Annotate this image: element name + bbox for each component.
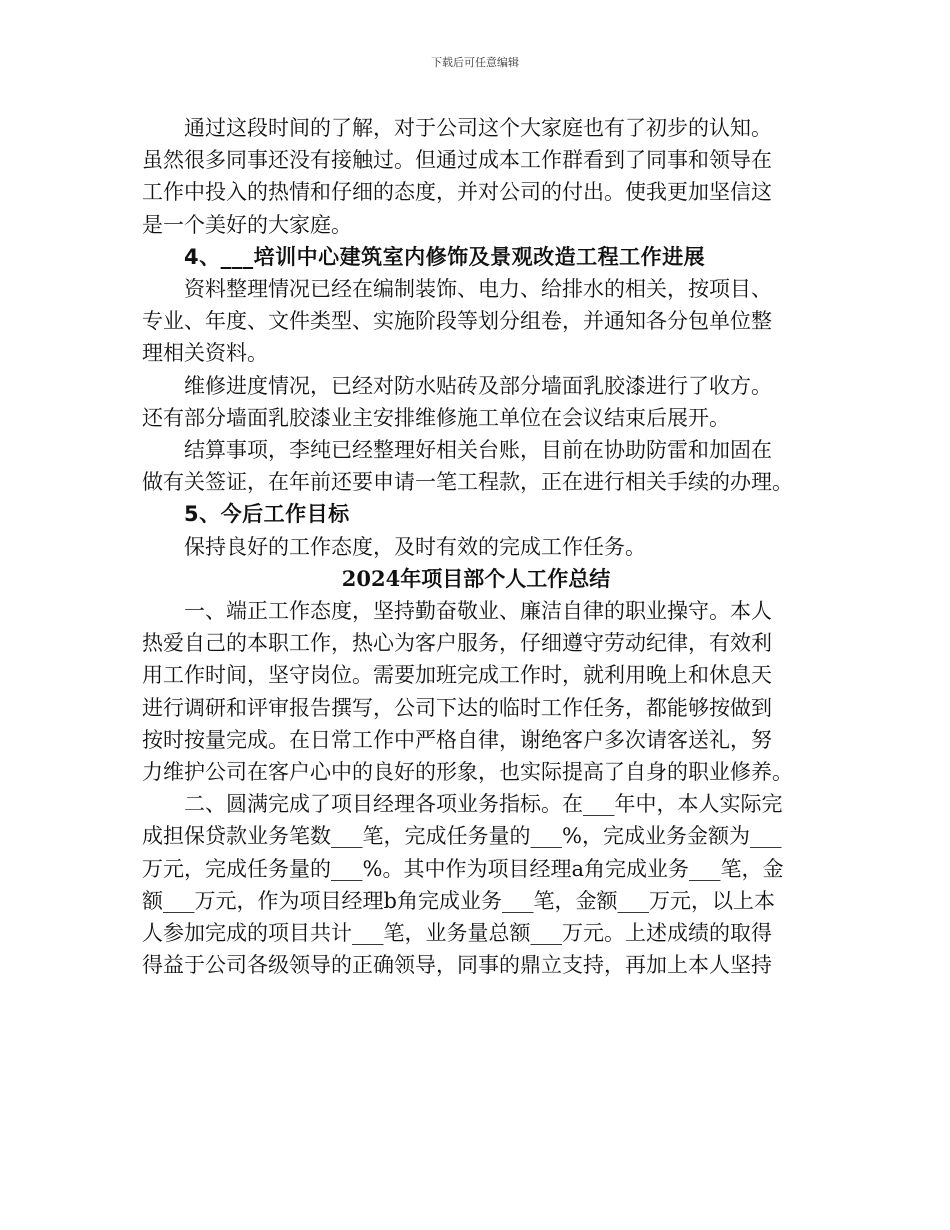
text-line: 做有关签证，在年前还要申请一笔工程款，正在进行相关手续的办理。 xyxy=(142,470,793,495)
text-line: 结算事项，李纯已经整理好相关台账，目前在协助防雷和加固在 xyxy=(184,438,772,463)
text-line: 得益于公司各级领导的正确领导，同事的鼎立支持，再加上本人坚持 xyxy=(142,953,772,978)
text-line: 专业、年度、文件类型、实施阶段等划分组卷，并通知各分包单位整 xyxy=(142,309,772,334)
text-line: 万元，完成任务量的___%。其中作为项目经理a角完成业务___笔，金 xyxy=(142,856,784,881)
paragraph-part2 xyxy=(142,788,810,981)
text-line: 工作中投入的热情和仔细的态度，并对公司的付出。使我更加坚信这 xyxy=(142,180,772,205)
text-line: 维修进度情况，已经对防水贴砖及部分墙面乳胶漆进行了收方。 xyxy=(184,373,772,398)
text-line: 通过这段时间的了解，对于公司这个大家庭也有了初步的认知。 xyxy=(184,116,772,140)
text-line: 人参加完成的项目共计___笔，业务量总额___万元。上述成绩的取得 xyxy=(142,921,772,946)
text-line: 保持良好的工作态度，及时有效的完成工作任务。 xyxy=(184,534,646,559)
text-line: 进行调研和评审报告撰写，公司下达的临时工作任务，都能够按做到 xyxy=(142,695,772,720)
text-line: 二、圆满完成了项目经理各项业务指标。在___年中，本人实际完 xyxy=(184,792,783,817)
paragraph-goal xyxy=(142,531,810,563)
text-line: 虽然很多同事还没有接触过。但通过成本工作群看到了同事和领导在 xyxy=(142,148,772,173)
text-line: 按时按量完成。在日常工作中严格自律，谢绝客户多次请客送礼，努 xyxy=(142,727,772,752)
paragraph-settlement xyxy=(142,434,810,498)
text-line: 力维护公司在客户心中的良好的形象，也实际提高了自身的职业修养。 xyxy=(142,760,793,785)
text-line: 一、端正工作态度，坚持勤奋敬业、廉洁自律的职业操守。本人 xyxy=(184,599,772,624)
text-line: 成担保贷款业务笔数___笔，完成任务量的___%，完成业务金额为___ xyxy=(142,824,782,849)
text-line: 还有部分墙面乳胶漆业主安排维修施工单位在会议结束后展开。 xyxy=(142,405,730,430)
paragraph-part1 xyxy=(142,595,810,788)
paragraph-intro xyxy=(142,112,810,241)
paragraph-repair xyxy=(142,370,810,434)
text-line: 理相关资料。 xyxy=(142,341,268,366)
text-line: 资料整理情况已经在编制装饰、电力、给排水的相关，按项目、 xyxy=(184,277,772,302)
header-note: 下载后可任意编辑 xyxy=(431,56,519,69)
text-line: 额___万元，作为项目经理b角完成业务___笔，金额___万元，以上本 xyxy=(142,888,775,913)
section-heading-4: 4、___培训中心建筑室内修饰及景观改造工程工作进展 xyxy=(184,244,706,269)
paragraph-materials xyxy=(142,273,810,370)
section-heading-5: 5、今后工作目标 xyxy=(184,502,350,527)
document-title: 2024年项目部个人工作总结 xyxy=(341,565,611,591)
text-line: 是一个美好的大家庭。 xyxy=(142,212,352,237)
document-body xyxy=(142,112,810,981)
text-line: 热爱自己的本职工作，热心为客户服务，仔细遵守劳动纪律，有效利 xyxy=(142,631,772,656)
text-line: 用工作时间，坚守岗位。需要加班完成工作时，就利用晚上和休息天 xyxy=(142,663,772,688)
